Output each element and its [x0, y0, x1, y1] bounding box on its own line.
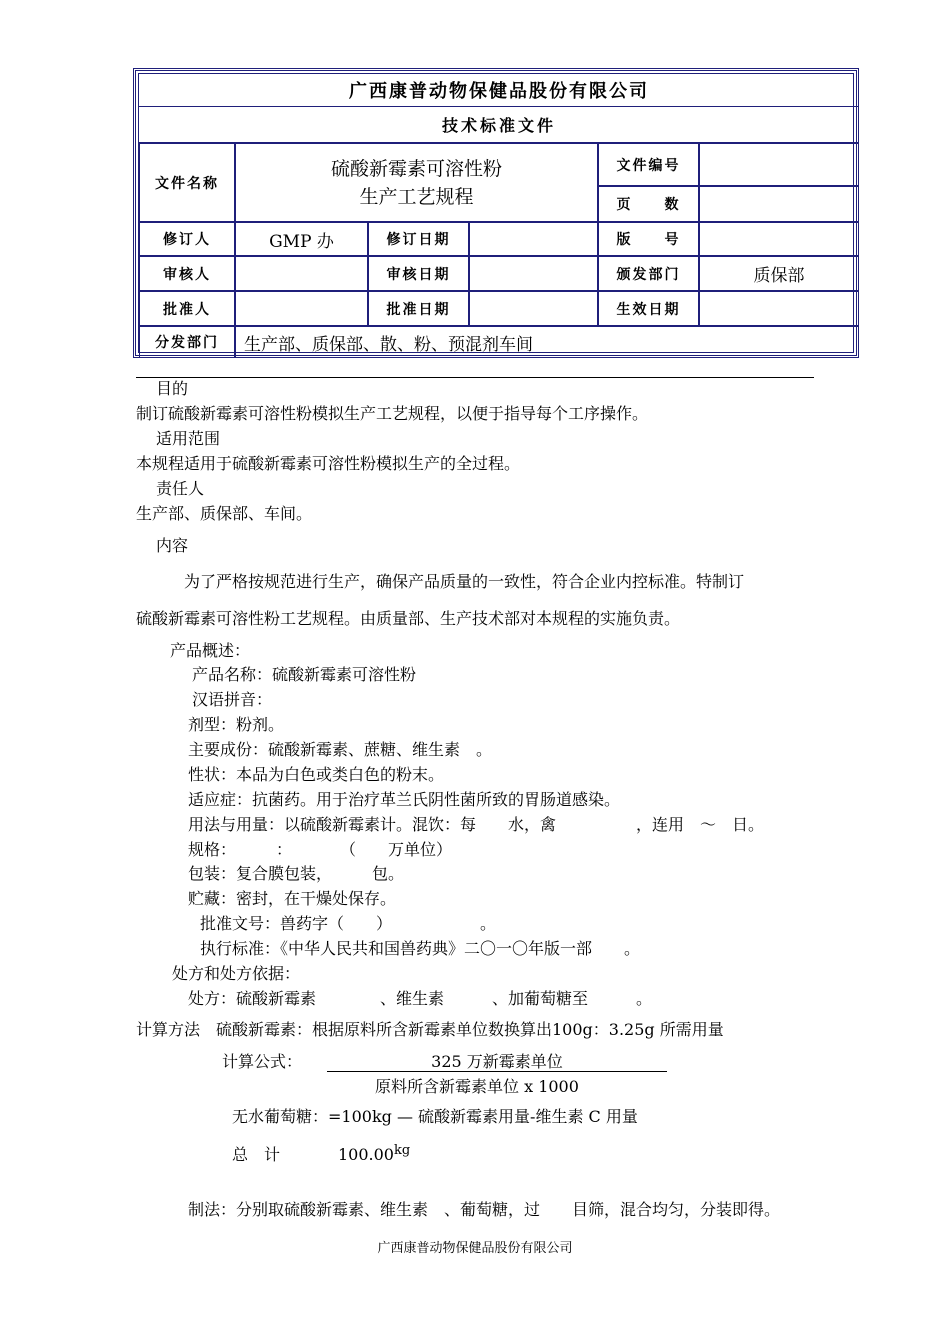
review-date-label: 审核日期 — [368, 256, 469, 291]
approve-date-value — [469, 291, 598, 326]
calc-method: 计算方法 硫酸新霉素：根据原料所含新霉素单位数换算出100g：3.25g 所需用量 — [136, 1020, 724, 1039]
content-para-1: 为了严格按规范进行生产，确保产品质量的一致性，符合企业内控标准。特制订 — [184, 572, 745, 591]
total-label: 总 计 — [232, 1145, 281, 1164]
overview-title: 产品概述： — [170, 641, 251, 660]
version-label: 版 号 — [598, 222, 699, 256]
formula-title: 处方和处方依据： — [172, 964, 301, 983]
scope-title: 适用范围 — [156, 429, 221, 448]
file-name-line1: 硫酸新霉素可溶性粉 — [330, 157, 502, 180]
appearance: 性状：本品为白色或类白色的粉末。 — [188, 765, 445, 784]
approval-no: 批准文号：兽药字（ ） 。 — [200, 914, 497, 933]
file-no-label: 文件编号 — [598, 143, 699, 186]
dosage-form: 剂型：粉剂。 — [188, 715, 285, 734]
separator-line — [136, 377, 814, 378]
total-unit: kg — [394, 1143, 411, 1158]
file-no-value — [699, 143, 859, 186]
reviser-label: 修订人 — [139, 222, 235, 256]
pinyin: 汉语拼音： — [192, 690, 273, 709]
distribution-value: 生产部、质保部、散、粉、预混剂车间 — [235, 326, 859, 358]
purpose-text: 制订硫酸新霉素可溶性粉模拟生产工艺规程，以便于指导每个工序操作。 — [136, 404, 649, 423]
ingredients: 主要成份：硫酸新霉素、蔗糖、维生素 。 — [188, 740, 493, 759]
company-title: 广西康普动物保健品股份有限公司 — [139, 74, 859, 107]
approve-date-label: 批准日期 — [368, 291, 469, 326]
pages-value — [699, 186, 859, 222]
resp-title: 责任人 — [156, 479, 205, 498]
reviser-value: GMP 办 — [235, 222, 368, 256]
doc-type-title: 技术标准文件 — [139, 107, 859, 143]
preparation-method: 制法：分别取硫酸新霉素、维生素 、葡萄糖，过 目筛，混合均匀，分装即得。 — [188, 1200, 781, 1219]
file-name-value — [235, 143, 598, 222]
effective-date-value — [699, 291, 859, 326]
resp-text: 生产部、质保部、车间。 — [136, 504, 313, 523]
revise-date-value — [469, 222, 598, 256]
glucose-formula: 无水葡萄糖：=100kg — 硫酸新霉素用量-维生素 C 用量 — [232, 1107, 638, 1126]
purpose-title: 目的 — [156, 379, 189, 398]
package: 包装：复合膜包装， 包。 — [188, 864, 405, 883]
issue-dept-value: 质保部 — [699, 256, 859, 291]
pages-label: 页 数 — [598, 186, 699, 222]
calc-formula-label: 计算公式： — [222, 1052, 303, 1071]
issue-dept-label: 颁发部门 — [598, 256, 699, 291]
file-name-label: 文件名称 — [139, 143, 235, 222]
version-value — [699, 222, 859, 256]
effective-date-label: 生效日期 — [598, 291, 699, 326]
spec: 规格： ： （ 万单位） — [188, 840, 453, 859]
header-table — [133, 68, 859, 358]
content-title: 内容 — [156, 536, 189, 555]
file-name-line2: 生产工艺规程 — [359, 185, 474, 208]
indication: 适应症：抗菌药。用于治疗革兰氏阴性菌所致的胃肠道感染。 — [188, 790, 621, 809]
distribution-label: 分发部门 — [139, 326, 235, 358]
product-name: 产品名称：硫酸新霉素可溶性粉 — [192, 665, 417, 684]
approver-value — [235, 291, 368, 326]
storage: 贮藏：密封，在干燥处保存。 — [188, 889, 397, 908]
scope-text: 本规程适用于硫酸新霉素可溶性粉模拟生产的全过程。 — [136, 454, 521, 473]
fraction-line — [327, 1071, 667, 1072]
content-para-2: 硫酸新霉素可溶性粉工艺规程。由质量部、生产技术部对本规程的实施负责。 — [136, 609, 681, 628]
standard: 执行标准：《中华人民共和国兽药典》二〇一〇年版一部 。 — [200, 939, 641, 958]
formula-denominator: 原料所含新霉素单位 x 1000 — [375, 1077, 579, 1096]
total-value: 100.00 — [338, 1145, 394, 1164]
review-date-value — [469, 256, 598, 291]
usage: 用法与用量：以硫酸新霉素计。混饮：每 水，禽 ，连用 ～ 日。 — [188, 815, 765, 834]
page-footer: 广西康普动物保健品股份有限公司 — [377, 1241, 573, 1256]
reviewer-label: 审核人 — [139, 256, 235, 291]
approver-label: 批准人 — [139, 291, 235, 326]
revise-date-label: 修订日期 — [368, 222, 469, 256]
formula: 处方：硫酸新霉素 、维生素 、加葡萄糖至 。 — [188, 989, 653, 1008]
formula-numerator: 325 万新霉素单位 — [431, 1052, 563, 1071]
reviewer-value — [235, 256, 368, 291]
